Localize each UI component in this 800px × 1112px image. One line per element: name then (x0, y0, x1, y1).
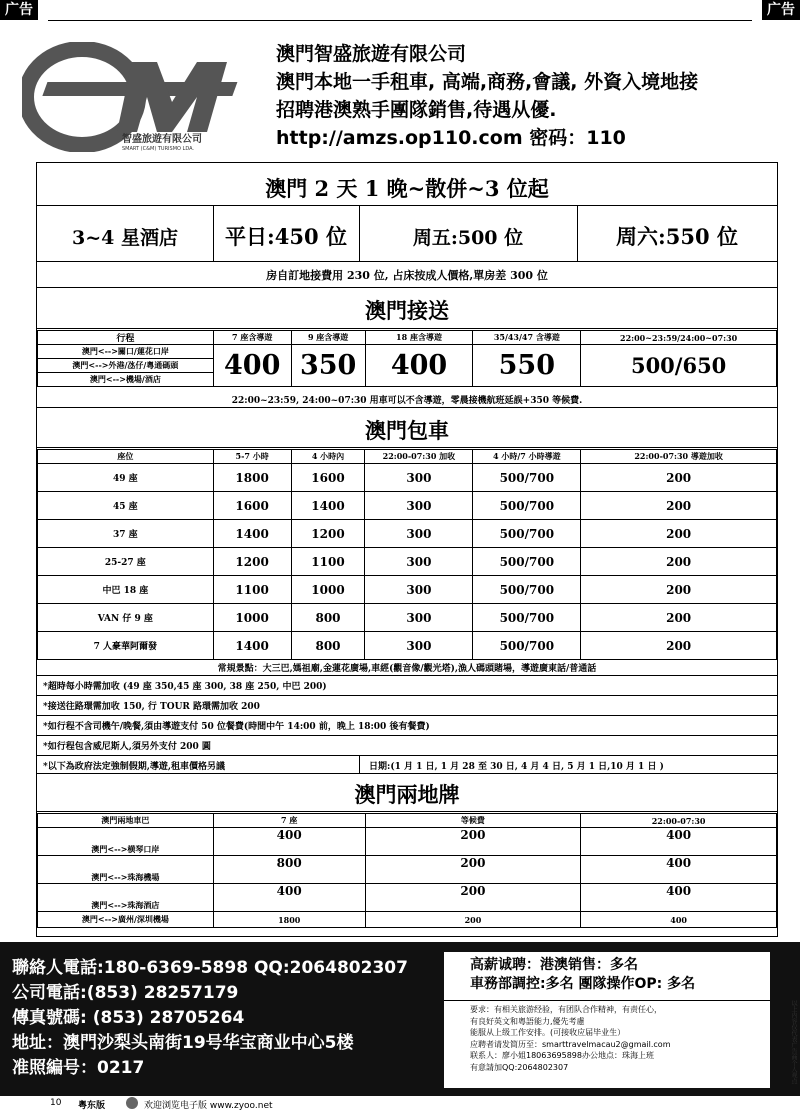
charter-title: 澳門包車 (365, 418, 449, 443)
company-phone: 公司電話:(853) 28257179 (12, 983, 239, 1003)
charter-spots: 常規景點：大三巴,媽祖廟,金蓮花廣場,車經(觀音像/觀光塔),漁人碼頭賭場，導遊廣東話/普通話 (217, 664, 597, 674)
table-row: 澳門<-->横琴口岸 400 200 400 (38, 828, 777, 856)
page-number: 10 (50, 1098, 62, 1108)
transfer-price-18: 400 (365, 345, 473, 387)
transfer-route: 澳門<-->外港/氹仔/粵通碼頭 (38, 359, 214, 373)
logo-en-text: SMART (C&M) TURISMO LDA. (122, 146, 195, 152)
charter-note: *如行程包含威尼斯人,須另外支付 200 圓 (43, 742, 211, 752)
company-website[interactable]: http://amzs.op110.com 密码：110 (276, 127, 626, 149)
table-row: 澳門<-->珠海酒店 400 200 400 (38, 884, 777, 912)
top-rule (48, 20, 752, 21)
charter-header-row: 座位 5-7 小時 4 小時內 22:00-07:30 加收 4 小時/7 小時導遊 22:00-07:30 導遊加收 (38, 450, 777, 464)
crossborder-table (37, 813, 777, 928)
transfer-price-7: 400 (213, 345, 291, 387)
address: 地址：澳門沙梨头南街19号华宝商业中心5楼 (12, 1033, 354, 1053)
recruit-body: 要求：有相关旅游经验，有团队合作精神，有责任心， 有良好英文和粵語能力,優先考慮 能服从上级工作安排。(可接收应届毕业生） 应聘者请发简历至：smarttravelmacau2@gmail.com 联系人：廖小姐18063695898办公地点：珠海上班 有意請加QQ:2064802307 (444, 1000, 770, 1073)
tour-title: 澳門 2 天 1 晚~散併~3 位起 (265, 176, 549, 201)
recruit-headline: 車務部調控:多名 團隊操作OP: 多名 (470, 976, 696, 992)
company-logo (22, 42, 262, 152)
contact-band (0, 942, 800, 1096)
charter-note: *接送往路環需加收 150, 行 TOUR 路環需加收 200 (43, 702, 260, 712)
edition-label: 粤东版 (78, 1101, 106, 1111)
charter-note: *如行程不含司機午/晚餐,須由導遊支付 50 位餐費(時間中午 14:00 前，晚上 18:00 後有餐費) (43, 722, 430, 732)
tour-note: 房自訂地接費用 230 位, 占床按成人價格,單房差 300 位 (266, 269, 548, 282)
transfer-table (37, 330, 777, 387)
tour-saturday-price: 周六:550 位 (616, 224, 738, 249)
tour-friday-price: 周五:500 位 (412, 227, 524, 249)
table-row: 37 座 1400 1200 300 500/700 200 (38, 520, 777, 548)
company-hiring: 招聘港澳熟手團隊銷售,待遇从優. (276, 99, 557, 121)
charter-note: *以下為政府法定強制假期,導遊,租車價格另議 (43, 762, 225, 772)
footer-tagline[interactable]: 欢迎浏览电子版 www.zyoo.net (144, 1101, 273, 1111)
crossborder-title: 澳門兩地牌 (354, 782, 460, 807)
transfer-note: 22:00~23:59, 24:00~07:30 用車可以不含導遊，零晨接機航班延誤+350 等候費. (231, 396, 583, 406)
header (22, 34, 782, 160)
tour-hotel: 3~4 星酒店 (72, 227, 178, 249)
contact-info (12, 956, 408, 1081)
company-name: 澳門智盛旅遊有限公司 (276, 43, 467, 65)
logo-cn-text: 智盛旅遊有限公司 (122, 134, 202, 145)
table-row: VAN 仔 9 座 1000 800 300 500/700 200 (38, 604, 777, 632)
transfer-price-9: 350 (291, 345, 365, 387)
table-row: 7 人豪華阿爾發 1400 800 300 500/700 200 (38, 632, 777, 660)
company-services: 澳門本地一手租車, 高端,商務,會議, 外資入境地接 (276, 71, 699, 93)
recruitment-box (444, 952, 770, 1088)
ad-label-right: 广告 (762, 0, 800, 20)
ad-label-left: 广告 (0, 0, 38, 20)
charter-note: *超時每小時需加收 (49 座 350,45 座 300, 38 座 250, 中巴 200) (43, 682, 327, 692)
transfer-price-bus: 550 (473, 345, 581, 387)
recruit-headline: 高薪诚聘：港澳销售：多名 (470, 957, 638, 973)
table-row: 中巴 18 座 1100 1000 300 500/700 200 (38, 576, 777, 604)
transfer-route: 澳門<-->關口/蓮花口岸 (38, 345, 214, 359)
table-row: 澳門<-->廣州/深圳機場 1800 200 400 (38, 912, 777, 928)
table-row: 49 座 1800 1600 300 500/700 200 (38, 464, 777, 492)
transfer-title: 澳門接送 (365, 298, 449, 323)
table-row: 45 座 1600 1400 300 500/700 200 (38, 492, 777, 520)
price-sheet (36, 162, 778, 937)
transfer-route: 澳門<-->機場/酒店 (38, 373, 214, 387)
page-footer (0, 1096, 800, 1112)
charter-holidays: 日期:(1 月 1 日, 1 月 28 至 30 日, 4 月 4 日, 5 月 1 日,10 月 1 日 ) (369, 762, 664, 772)
contact-phone: 聯絡人電話:180-6369-5898 QQ:2064802307 (12, 958, 408, 978)
side-disclaimer: 以上内容仅代表广告商个人观点 (790, 1000, 797, 1084)
globe-icon (126, 1097, 138, 1109)
fax-number: 傳真號碼: (853) 28705264 (12, 1008, 245, 1028)
table-row: 澳門<-->珠海機場 800 200 400 (38, 856, 777, 884)
transfer-header-row: 行程 7 座含導遊 9 座含導遊 18 座含導遊 35/43/47 含導遊 22:00~23:59/24:00~07:30 (38, 331, 777, 345)
crossborder-header-row: 澳門兩地車巴 7 座 等候費 22:00-07:30 (38, 814, 777, 828)
transfer-price-night: 500/650 (581, 345, 777, 387)
tour-weekday-price: 平日:450 位 (225, 224, 347, 249)
table-row: 25-27 座 1200 1100 300 500/700 200 (38, 548, 777, 576)
charter-table (37, 449, 777, 660)
license-number: 准照編号：0217 (12, 1058, 145, 1078)
company-info (276, 40, 698, 152)
